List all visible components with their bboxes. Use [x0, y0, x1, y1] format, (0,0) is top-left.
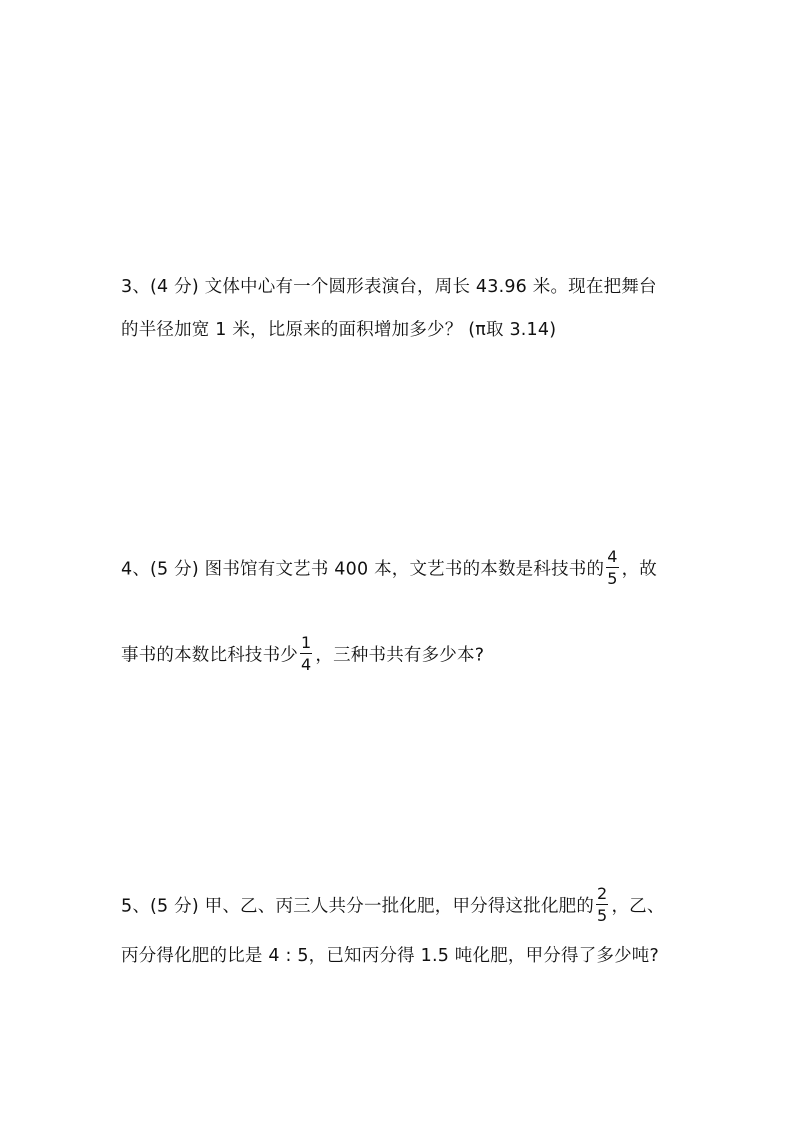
fraction-2-5 [596, 884, 608, 925]
fraction-denominator: 5 [607, 569, 618, 588]
problem-3-line-1: 3、(4 分) 文体中心有一个圆形表演台，周长 43.96 米。现在把舞台 [121, 277, 657, 297]
fraction-denominator: 4 [301, 655, 312, 674]
fraction-4-5 [606, 547, 618, 588]
fraction-1-4 [300, 633, 312, 674]
problem-5-line-1-text: 5、(5 分) 甲、乙、丙三人共分一批化肥，甲分得这批化肥的 [121, 896, 595, 917]
problem-4-line-2-suffix: ，三种书共有多少本? [315, 645, 485, 666]
problem-4-line-1 [121, 549, 657, 590]
problem-3-line-2: 的半径加宽 1 米，比原来的面积增加多少？ (π取 3.14) [121, 320, 557, 340]
fraction-bar [300, 653, 312, 654]
problem-4-line-1-suffix: ，故 [621, 559, 657, 580]
problem-4-line-2-text: 事书的本数比科技书少 [121, 645, 298, 666]
fraction-numerator: 4 [607, 547, 618, 566]
fraction-numerator: 1 [301, 633, 312, 652]
problem-5-line-1 [121, 886, 665, 927]
problem-5-line-1-suffix: ，乙、 [611, 896, 665, 917]
problem-4-line-1-text: 4、(5 分) 图书馆有文艺书 400 本，文艺书的本数是科技书的 [121, 559, 605, 580]
fraction-numerator: 2 [597, 884, 608, 903]
fraction-bar [606, 567, 618, 568]
fraction-bar [596, 904, 608, 905]
problem-4-line-2 [121, 635, 484, 676]
fraction-denominator: 5 [597, 906, 608, 925]
problem-5-line-2: 丙分得化肥的比是 4 : 5，已知丙分得 1.5 吨化肥，甲分得了多少吨? [121, 946, 659, 966]
